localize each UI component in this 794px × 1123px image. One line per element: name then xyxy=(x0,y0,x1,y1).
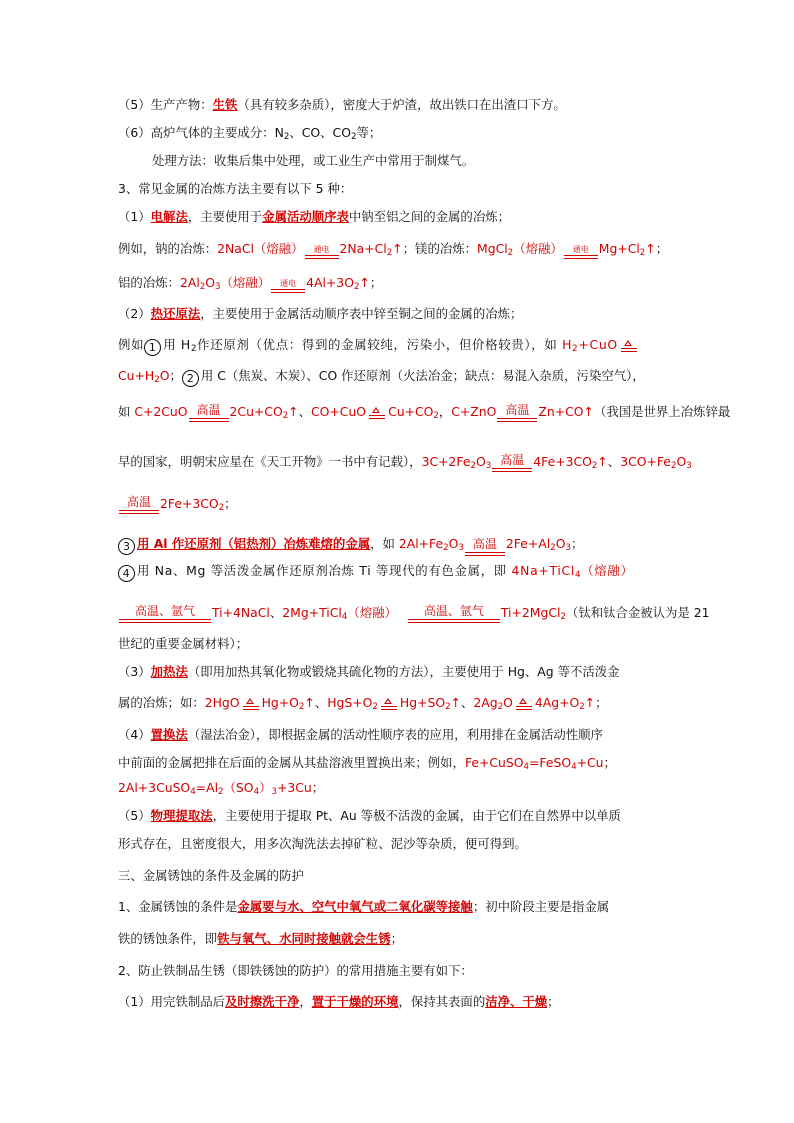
line-thermal-reduction: （2）热还原法，主要使用于金属活动顺序表中锌至铜之间的金属的冶炼； xyxy=(118,306,523,321)
line-smelting-methods-heading: 3、常见金属的冶炼方法主要有以下 5 种： xyxy=(118,181,353,196)
line-corrosion-conditions: 1、金属锈蚀的条件是金属要与水、空气中氧气或二氧化碳等接触；初中阶段主要是指金属 xyxy=(118,899,610,914)
keyword-clean-dry: 洁净、干燥 xyxy=(485,994,548,1009)
line-iron-smelting: 早的国家，明朝宋应星在《天工开物》一书中有记载），$3C+2Fe_2O_3$ 高温 $4Fe+3CO_2↑$、$3CO+Fe_2O_3$ xyxy=(118,453,692,472)
heating-symbol-icon xyxy=(381,696,397,710)
gas-arrow: ↑ xyxy=(288,404,299,419)
keyword-thermite: 用 Al 作还原剂（铝热剂）冶炼难熔的金属 xyxy=(137,536,371,551)
line-carbon-examples: 如 C+2CuO 高温 $2Cu+CO_2↑$、CO+CuO $Cu+CO_2$，C+ZnO 高温 Zn+CO↑（我国是世界上冶炼锌最 xyxy=(118,403,731,422)
condition-high-temp: 高温 xyxy=(465,537,505,556)
keyword-corrosion-condition: 金属要与水、空气中氧气或二氧化碳等接触 xyxy=(237,899,473,914)
line-rust-prevention-1: （1）用完铁制品后及时擦洗干净，置于干燥的环境，保持其表面的洁净、干燥； xyxy=(118,994,560,1009)
keyword-wipe-clean: 及时擦洗干净 xyxy=(225,994,300,1009)
keyword-dry-environment: 置于干燥的环境 xyxy=(311,994,399,1009)
line-physical-extraction: （5）物理提取法，主要使用于提取 Pt、Au 等极不活泼的金属，由于它们在自然界中以单质 xyxy=(118,808,621,823)
line-displacement-example: 中前面的金属把排在后面的金属从其盐溶液里置换出来；例如，Fe+CuSO$_4$=FeSO$_4$+Cu； xyxy=(118,755,616,773)
condition-electrify: 通电 xyxy=(305,245,339,259)
keyword-pig-iron: 生铁 xyxy=(212,97,238,112)
gas-arrow: ↑ xyxy=(645,241,656,256)
line-aluminum-smelting: 铝的冶炼：$2Al_2O_3$（熔融） 通电 $4Al+3O_2↑$； xyxy=(118,275,383,293)
heating-symbol-icon xyxy=(621,338,637,352)
line-heating-examples: 属的冶炼；如：2HgO $Hg+O_2↑$、$HgS+O_2$ $Hg+SO_2↑$、$2Ag_2O$ $4Ag+O_2↑$； xyxy=(118,695,608,713)
line-iron-rust-conditions: 铁的锈蚀条件，即铁与氧气、水同时接触就会生锈； xyxy=(118,931,403,946)
keyword-iron-rust: 铁与氧气、水同时接触就会生锈 xyxy=(217,931,391,946)
circled-number-4: 4 xyxy=(118,565,135,582)
line-heating-method: （3）加热法（即用加热其氧化物或锻烧其硫化物的方法），主要使用于 Hg、Ag 等不活泼金 xyxy=(118,664,620,679)
circled-number-1: 1 xyxy=(144,339,161,356)
line-production-product: （5）生产产物：生铁（具有较多杂质），密度大于炉渣，故出铁口在出渣口下方。 xyxy=(118,97,566,112)
gas-arrow: ↑ xyxy=(583,404,594,419)
line-electrolysis: （1）电解法，主要使用于金属活动顺序表中钠至铝之间的金属的冶炼； xyxy=(118,209,510,224)
keyword-electrolysis: 电解法 xyxy=(150,209,188,224)
line-thermite: 3 用 Al 作还原剂（铝热剂）冶炼难熔的金属，如 $2Al+Fe_2O_3$ 高温 $2Fe+Al_2O_3$； xyxy=(118,535,583,555)
condition-electrify: 通电 xyxy=(564,245,598,259)
gas-arrow: ↑ xyxy=(304,695,315,710)
line-rust-prevention: 2、防止铁制品生锈（即铁锈蚀的防护）的常用措施主要有如下： xyxy=(118,963,473,978)
line-gas-treatment: 处理方法：收集后集中处理，或工业生产中常用于制煤气。 xyxy=(152,153,475,168)
gas-arrow: ↑ xyxy=(359,275,370,290)
condition-high-temp: 高温 xyxy=(492,453,532,472)
line-titanium-note: 世纪的重要金属材料）； xyxy=(118,636,249,651)
gas-arrow: ↑ xyxy=(450,695,461,710)
keyword-heating-method: 加热法 xyxy=(150,664,188,679)
keyword-activity-series: 金属活动顺序表 xyxy=(262,209,349,224)
gas-arrow: ↑ xyxy=(597,454,608,469)
heating-symbol-icon xyxy=(369,405,385,419)
heating-symbol-icon xyxy=(516,696,532,710)
line-iron-product: 高温 $2Fe+3CO_2$； xyxy=(118,494,237,513)
heating-symbol-icon xyxy=(243,696,259,710)
line-displacement-method: （4）置换法（湿法冶金），即根据金属的活动性顺序表的应用，利用排在金属活动性顺序 xyxy=(118,727,603,742)
condition-electrify: 通电 xyxy=(271,279,305,293)
line-furnace-gas: （6）高炉气体的主要成分：$N_2$、CO、$CO_2$等； xyxy=(118,125,382,143)
gas-arrow: ↑ xyxy=(584,695,596,710)
condition-high-temp: 高温 xyxy=(189,403,229,422)
keyword-displacement: 置换法 xyxy=(150,727,188,742)
circled-number-2: 2 xyxy=(182,370,199,387)
gas-arrow: ↑ xyxy=(392,241,403,256)
circled-number-3: 3 xyxy=(118,538,135,555)
line-titanium-smelting: 高温、氩气 Ti+4NaCl、2Mg+TiCl$_4$（熔融） 高温、氩气 Ti+2MgCl$_2$（钛和钛合金被认为是 21 xyxy=(118,603,710,622)
line-sodium-magnesium-smelting: 例如，钠的冶炼：2NaCl（熔融） 通电 $2Na+Cl_2↑$；镁的冶炼：MgCl$_2$（熔融） 通电 $Mg+Cl_2↑$； xyxy=(118,241,669,259)
section-heading-corrosion: 三、金属锈蚀的条件及金属的防护 xyxy=(118,868,304,883)
condition-high-temp: 高温 xyxy=(119,495,159,514)
line-physical-extraction-2: 形式存在，且密度很大，用多次淘洗法去掉矿粒、泥沙等杂质，便可得到。 xyxy=(118,836,527,851)
line-hydrogen-reductant: 例如 1 用 $H_2$作还原剂（优点：得到的金属较纯，污染小，但价格较贵），如 $H_2+CuO$ xyxy=(118,336,640,356)
condition-high-temp: 高温 xyxy=(497,403,537,422)
line-displacement-example-2: $2Al+3CuSO_4=Al_2(SO_4)_3+3Cu$； xyxy=(118,780,325,798)
line-active-metal-reductant: 4 用 Na、Mg 等活泼金属作还原剂冶炼 Ti 等现代的有色金属，即 4Na+TiCl$_4$（熔融） xyxy=(118,562,634,582)
keyword-physical-extraction: 物理提取法 xyxy=(150,808,213,823)
keyword-thermal-reduction: 热还原法 xyxy=(150,306,201,321)
line-carbon-reductant: $Cu+H_2O$； 2 用 C（焦炭、木炭）、CO 作还原剂（火法冶金；缺点：易混入杂质，污染空气）， xyxy=(118,368,645,386)
condition-high-temp-argon: 高温、氩气 xyxy=(119,604,211,623)
condition-high-temp-argon: 高温、氩气 xyxy=(408,604,500,623)
